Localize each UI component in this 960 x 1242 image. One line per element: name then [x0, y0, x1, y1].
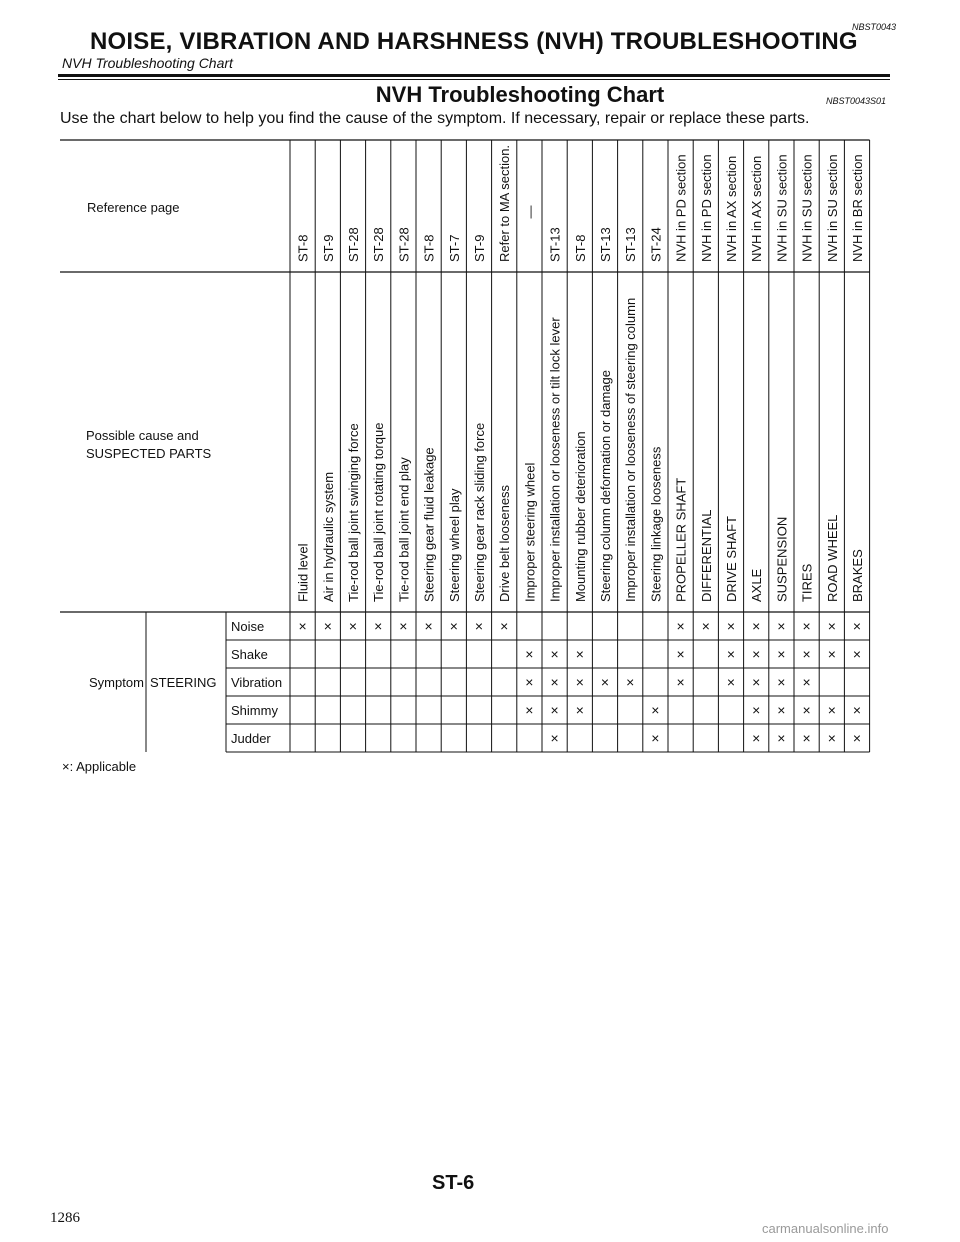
- reference-page-value: ST-13: [547, 227, 563, 262]
- reference-page-value: NVH in SU section: [799, 154, 815, 262]
- applicable-mark: ×: [827, 702, 836, 718]
- symptom-label: Symptom: [89, 675, 144, 690]
- applicable-mark: ×: [752, 618, 761, 634]
- suspected-part-label: Tie-rod ball joint swinging force: [346, 423, 361, 602]
- applicable-mark: ×: [827, 618, 836, 634]
- reference-page-value: Refer to MA section.: [497, 144, 513, 262]
- applicable-mark: ×: [575, 646, 584, 662]
- suspected-part-label: Tie-rod ball joint rotating torque: [371, 422, 387, 602]
- reference-page-value: ST-9: [320, 234, 336, 262]
- applicable-mark: ×: [802, 618, 811, 634]
- applicable-mark: ×: [802, 702, 811, 718]
- reference-page-value: ST-8: [572, 234, 588, 262]
- section-code: NBST0043S01: [826, 96, 887, 106]
- reference-page-value: ST-7: [446, 234, 462, 262]
- applicable-mark: ×: [752, 674, 761, 690]
- suspected-part-label: DIFFERENTIAL: [698, 509, 714, 602]
- steering-group-label: STEERING: [150, 675, 217, 690]
- applicable-mark: ×: [525, 674, 534, 690]
- reference-page-value: ST-28: [396, 227, 412, 262]
- page-number: 1286: [50, 1210, 80, 1226]
- applicable-mark: ×: [676, 674, 685, 690]
- suspected-part-label: BRAKES: [850, 549, 865, 602]
- applicable-mark: ×: [550, 730, 559, 746]
- suspected-part-label: Improper steering wheel: [522, 462, 538, 602]
- applicable-mark: ×: [550, 646, 559, 662]
- applicable-mark: ×: [777, 646, 786, 662]
- applicable-mark: ×: [827, 646, 836, 662]
- applicable-mark: ×: [852, 618, 862, 634]
- suspected-part-label: ROAD WHEEL: [824, 514, 840, 602]
- applicable-mark: ×: [777, 618, 786, 634]
- document-code: NBST0043: [852, 22, 897, 32]
- suspected-parts-label: SUSPECTED PARTS: [86, 446, 212, 461]
- reference-page-value: —: [522, 205, 538, 219]
- applicable-mark: ×: [676, 646, 685, 662]
- applicable-mark: ×: [701, 618, 710, 634]
- applicable-mark: ×: [852, 702, 862, 718]
- chart-title: NVH Troubleshooting Chart: [375, 82, 665, 107]
- applicable-mark: ×: [575, 702, 584, 718]
- applicable-mark: ×: [575, 674, 584, 690]
- applicable-mark: ×: [399, 618, 408, 634]
- possible-cause-label: Possible cause and: [86, 428, 199, 443]
- suspected-part-label: SUSPENSION: [774, 516, 790, 602]
- applicable-mark: ×: [726, 646, 736, 662]
- reference-page-value: ST-8: [295, 234, 311, 262]
- suspected-part-label: Steering linkage looseness: [648, 446, 664, 602]
- suspected-part-label: PROPELLER SHAFT: [673, 477, 689, 602]
- reference-page-value: ST-28: [371, 227, 387, 262]
- reference-page-value: ST-28: [346, 227, 361, 262]
- main-title: NOISE, VIBRATION AND HARSHNESS (NVH) TROUBLESHOOTING: [90, 28, 858, 55]
- applicable-mark: ×: [474, 618, 484, 634]
- applicable-mark: ×: [525, 702, 534, 718]
- legend-text: ×: Applicable: [62, 759, 137, 774]
- applicable-mark: ×: [802, 646, 811, 662]
- symptom-row-label: Shimmy: [231, 703, 278, 718]
- reference-page-value: NVH in SU section: [774, 154, 790, 262]
- applicable-mark: ×: [550, 702, 559, 718]
- suspected-part-label: Steering wheel play: [446, 488, 462, 602]
- applicable-mark: ×: [852, 730, 862, 746]
- applicable-mark: ×: [827, 730, 836, 746]
- applicable-mark: ×: [500, 618, 509, 634]
- suspected-part-label: DRIVE SHAFT: [724, 516, 739, 602]
- applicable-mark: ×: [424, 618, 433, 634]
- applicable-mark: ×: [802, 674, 811, 690]
- symptom-row-label: Judder: [231, 731, 271, 746]
- applicable-mark: ×: [752, 730, 761, 746]
- applicable-mark: ×: [777, 730, 786, 746]
- applicable-mark: ×: [323, 618, 332, 634]
- applicable-mark: ×: [651, 702, 660, 718]
- suspected-part-label: AXLE: [749, 568, 765, 602]
- symptom-row-label: Vibration: [231, 675, 283, 690]
- reference-page-value: NVH in SU section: [824, 154, 840, 262]
- reference-page-value: ST-8: [421, 234, 437, 262]
- applicable-mark: ×: [626, 674, 635, 690]
- applicable-mark: ×: [802, 730, 811, 746]
- applicable-mark: ×: [726, 674, 736, 690]
- suspected-part-label: TIRES: [799, 563, 815, 602]
- suspected-part-label: Tie-rod ball joint end play: [396, 457, 412, 602]
- reference-page-value: NVH in BR section: [850, 154, 865, 262]
- applicable-mark: ×: [726, 618, 736, 634]
- suspected-part-label: Mounting rubber deterioration: [572, 431, 588, 602]
- reference-page-value: NVH in PD section: [698, 154, 714, 262]
- applicable-mark: ×: [676, 618, 685, 634]
- applicable-mark: ×: [852, 646, 862, 662]
- applicable-mark: ×: [777, 702, 786, 718]
- applicable-mark: ×: [374, 618, 383, 634]
- applicable-mark: ×: [298, 618, 307, 634]
- symptom-row-label: Shake: [231, 647, 268, 662]
- applicable-mark: ×: [752, 646, 761, 662]
- reference-page-value: ST-24: [648, 227, 664, 262]
- symptom-row-label: Noise: [231, 619, 265, 634]
- reference-page-value: NVH in PD section: [673, 154, 689, 262]
- applicable-mark: ×: [777, 674, 786, 690]
- page-code: ST-6: [432, 1172, 475, 1194]
- reference-page-value: ST-9: [472, 234, 487, 262]
- sub-title: NVH Troubleshooting Chart: [62, 55, 233, 71]
- suspected-part-label: Steering gear rack sliding force: [472, 422, 487, 602]
- suspected-part-label: Fluid level: [295, 543, 311, 602]
- suspected-part-label: Improper installation or looseness of steering column: [623, 297, 639, 602]
- applicable-mark: ×: [449, 618, 458, 634]
- reference-page-value: ST-13: [598, 227, 613, 262]
- reference-page-label: Reference page: [87, 200, 180, 215]
- applicable-mark: ×: [525, 646, 534, 662]
- suspected-part-label: Improper installation or looseness or tilt lock lever: [547, 317, 563, 602]
- applicable-mark: ×: [550, 674, 559, 690]
- suspected-part-label: Steering column deformation or damage: [598, 370, 613, 602]
- suspected-part-label: Steering gear fluid leakage: [421, 447, 437, 602]
- applicable-mark: ×: [651, 730, 660, 746]
- suspected-part-label: Drive belt looseness: [497, 484, 513, 602]
- applicable-mark: ×: [752, 702, 761, 718]
- suspected-part-label: Air in hydraulic system: [320, 471, 336, 602]
- intro-text: Use the chart below to help you find the cause of the symptom. If necessary, repair or replace these parts.: [60, 110, 810, 127]
- reference-page-value: NVH in AX section: [749, 155, 765, 262]
- reference-page-value: ST-13: [623, 227, 639, 262]
- applicable-mark: ×: [348, 618, 358, 634]
- applicable-mark: ×: [600, 674, 610, 690]
- reference-page-value: NVH in AX section: [724, 155, 739, 262]
- watermark-text: carmanualsonline.info: [762, 1221, 889, 1236]
